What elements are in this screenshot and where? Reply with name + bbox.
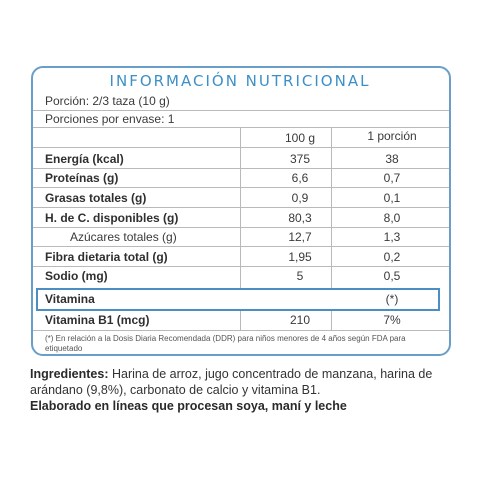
divider <box>33 227 449 228</box>
column-divider <box>331 311 332 331</box>
divider <box>33 207 449 208</box>
value-100g: 12,7 <box>288 230 312 244</box>
ingredients-block <box>30 366 450 414</box>
servings-value: 1 <box>167 112 175 126</box>
nutrient-label: Proteínas (g) <box>45 171 119 185</box>
value-100g: 5 <box>296 269 304 283</box>
allergen-notice: Elaborado en líneas que procesan soya, maní y leche <box>30 399 347 413</box>
value-portion: 38 <box>385 152 399 166</box>
vitamin-header-note: (*) <box>385 292 399 306</box>
divider <box>33 246 449 247</box>
divider <box>33 168 449 169</box>
divider <box>33 110 449 111</box>
value-100g: 80,3 <box>288 211 312 225</box>
nutrient-label: Energía (kcal) <box>45 152 124 166</box>
vitamin-header-label: Vitamina <box>45 292 95 306</box>
ingredients-label: Ingredientes: <box>30 367 109 381</box>
value-portion: 0,5 <box>383 269 401 283</box>
divider <box>33 266 449 267</box>
ingredients-text: Harina de arroz, jugo concentrado de manzana, harina de arándano (9,8%), carbonato de calcio y vitamina B1. <box>30 367 433 397</box>
table-title: INFORMACIÓN NUTRICIONAL <box>109 72 371 90</box>
value-100g: 0,9 <box>291 191 309 205</box>
value-portion: 1,3 <box>383 230 401 244</box>
divider <box>33 127 449 128</box>
divider <box>33 330 449 331</box>
value-100g: 375 <box>289 152 311 166</box>
nutrient-label: Grasas totales (g) <box>45 191 147 205</box>
servings-line <box>45 112 174 126</box>
value-portion: 8,0 <box>383 211 401 225</box>
value-100g: 210 <box>289 313 311 327</box>
servings-label: Porciones por envase: <box>45 112 165 126</box>
portion-label: Porción: <box>45 94 90 108</box>
nutrient-label: Vitamina B1 (mcg) <box>45 313 150 327</box>
value-100g: 1,95 <box>288 250 312 264</box>
col-header-portion: 1 porción <box>367 129 417 143</box>
nutrient-label: Azúcares totales (g) <box>70 230 177 244</box>
nutrient-label: H. de C. disponibles (g) <box>45 211 179 225</box>
portion-line <box>45 94 170 108</box>
portion-value: 2/3 taza (10 g) <box>92 94 170 108</box>
footnote: (*) En relación a la Dosis Diaria Recomendada (DDR) para niños menores de 4 años según FDA para etiquetado <box>45 334 406 353</box>
nutrient-label: Sodio (mg) <box>45 269 108 283</box>
value-portion: 0,2 <box>383 250 401 264</box>
divider <box>33 147 449 148</box>
column-divider <box>240 311 241 331</box>
col-header-100g: 100 g <box>284 131 316 145</box>
value-portion: 7% <box>383 313 401 327</box>
value-portion: 0,1 <box>383 191 401 205</box>
value-100g: 6,6 <box>291 171 309 185</box>
nutrient-label: Fibra dietaria total (g) <box>45 250 168 264</box>
divider <box>33 187 449 188</box>
value-portion: 0,7 <box>383 171 401 185</box>
